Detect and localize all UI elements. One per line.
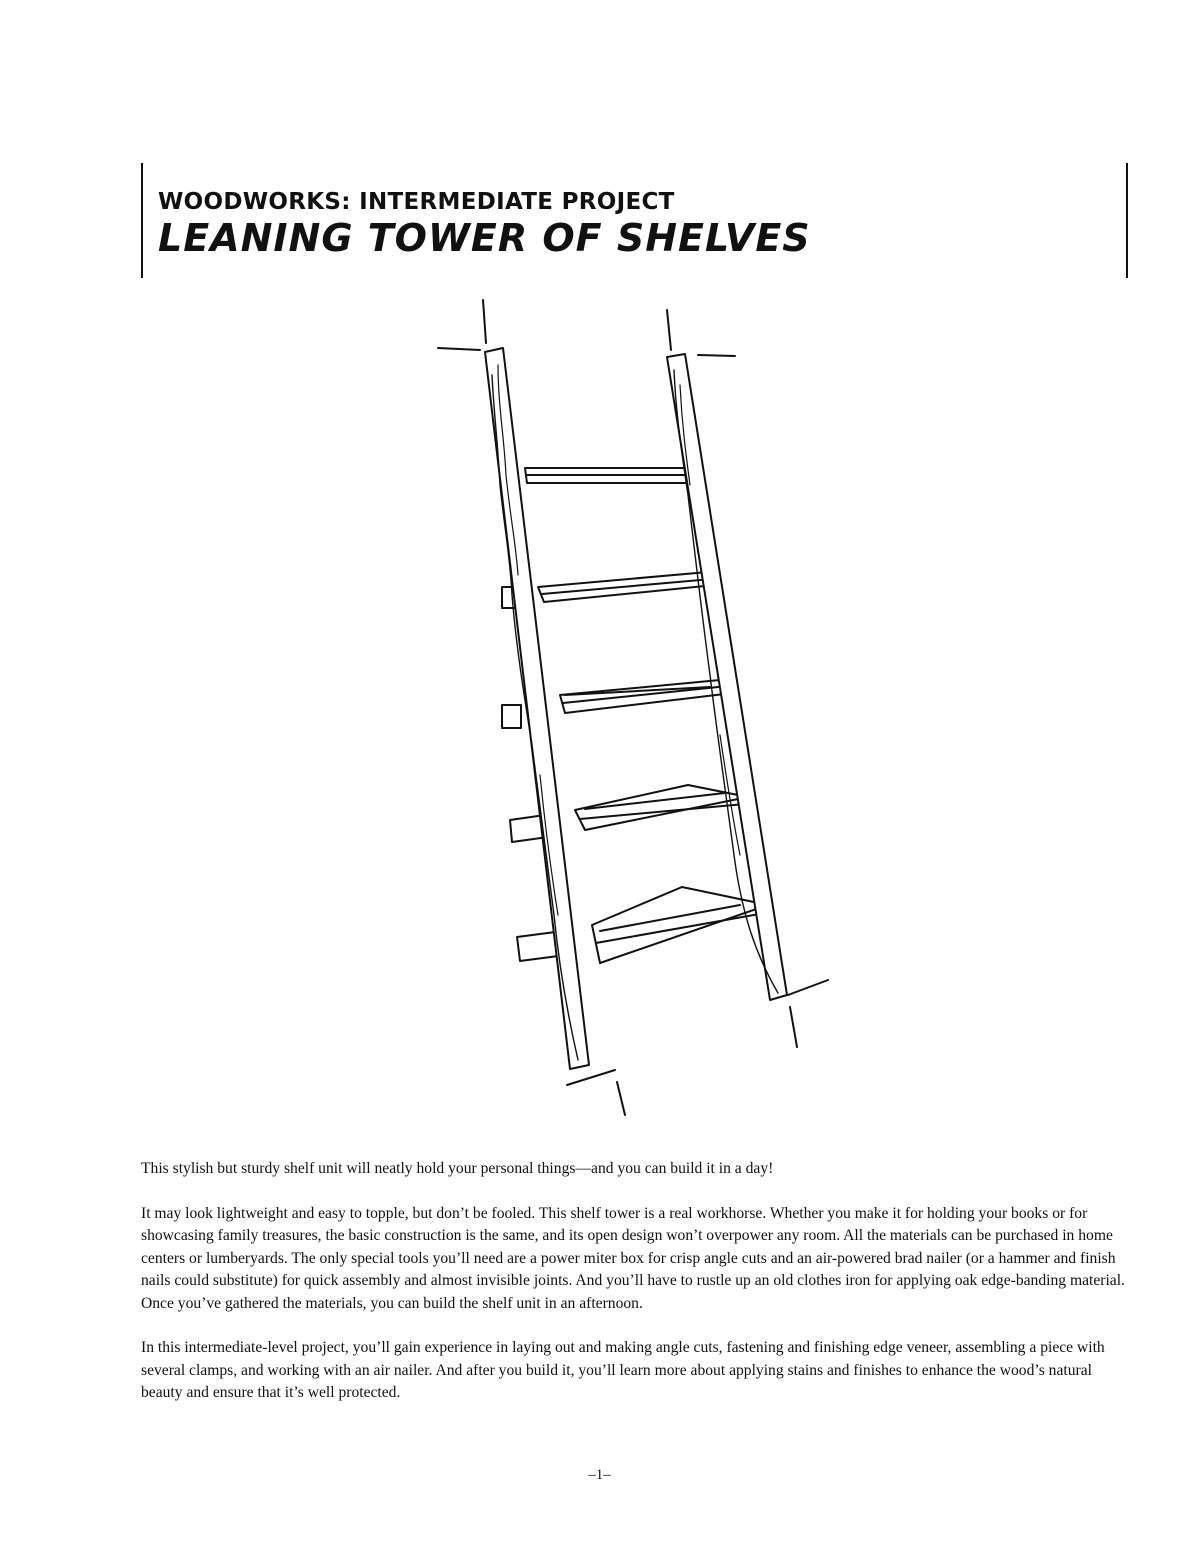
materials-paragraph: It may look lightweight and easy to topple, but don’t be fooled. This shelf tower is a real workhorse. Whether you make it for holding your books or for showcasing family treasures, the basic construction is the same, and its open design won’t overpower any room. All the materials can be purchased in home centers or lumberyards. The only special tools you’ll need are a power miter box for crisp angle cuts and an air-powered brad nailer (or a hammer and finish nails could substitute) for quick assembly and almost invisible joints. And you’ll have to rustle up an old clothes iron for applying oak edge-banding material. Once you’ve gathered the materials, you can build the shelf unit in an afternoon. <box>141 1204 1125 1312</box>
intro-paragraph: This stylish but sturdy shelf unit will neatly hold your personal things—and you can build it in a day! <box>141 1160 774 1177</box>
shelf-illustration <box>420 295 840 1125</box>
left-margin-rule <box>141 163 143 278</box>
series-kicker: WOODWORKS: INTERMEDIATE PROJECT <box>158 189 675 215</box>
body-text <box>141 1158 1126 1427</box>
page-number: –1– <box>588 1467 611 1483</box>
right-margin-rule <box>1126 163 1128 278</box>
skills-paragraph: In this intermediate-level project, you’ll gain experience in laying out and making angle cuts, fastening and finishing edge veneer, assembling a piece with several clamps, and working with an air nailer. And after you build it, you’ll learn more about applying stains and finishes to enhance the wood’s natural beauty and ensure that it’s well protected. <box>141 1339 1105 1401</box>
page-header <box>158 187 811 259</box>
page-title: LEANING TOWER OF SHELVES <box>158 216 811 260</box>
